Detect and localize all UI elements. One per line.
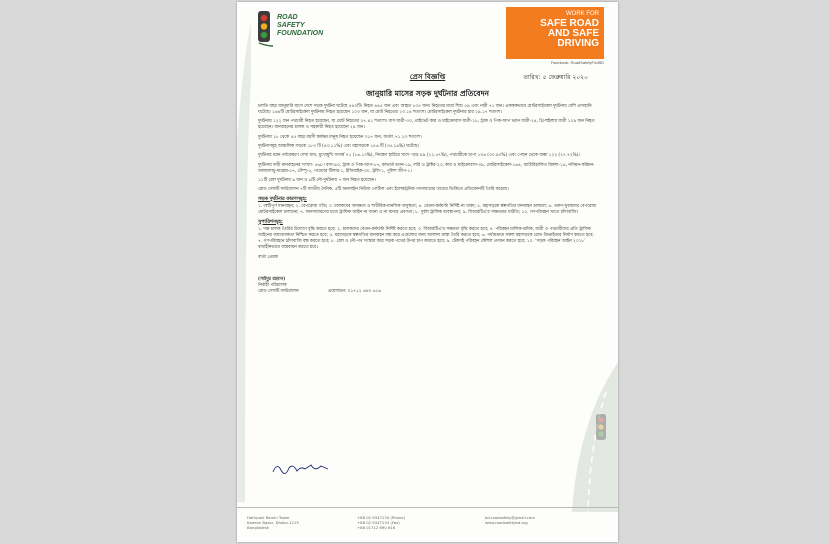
banner-small-text: WORK FOR [566, 11, 599, 17]
traffic-light-icon-faded [596, 414, 606, 440]
signatory-phone: প্রয়োজনে: ০১৭১২ ৬৯০ ৬১৬ [327, 288, 382, 294]
recommendations-list: ১. দক্ষ চালক তৈরির উদ্যোগ বৃদ্ধি করতে হবে; ২. চালকদের বেতন-কর্মঘণ্টা নির্দিষ্ট করতে হবে; ৩. বিআরটিএ'র সক্ষমতা বৃদ্ধি করতে হবে; ৪. পরিবহন মালিক-শ্রমিক, যাত্রী ও পথচারীদের প্রতি ট্রাফিক আইনের বাধ্যবাধকতা নিশ্চিত করতে হবে; ৫. মহাসড়কে স্বল্পগতির যানবাহন বন্ধ করে এগুলোর জন্য আলাদা রাস্তা তৈরি করতে হবে; ৬. পর্যায়ক্রমে সকল মহাসড়কে রোড ডিভাইডার নির্মাণ করতে হবে; ৭. গণপরিবহনে চাঁদাবাজি বন্ধ করতে হবে; ৮. রেল ও নৌ-পথ সংস্কার করে সড়ক পথের উপর চাপ কমাতে হবে; ৯. টেকসই পরিবহন কৌশল প্রণয়ন করতে হবে; ১০. ‘সড়ক পরিবহন আইন ২০১৮’ বাধাহীনভাবে বাস্তবায়ন করতে হবে। [258, 227, 594, 251]
logo-line-3: FOUNDATION [277, 30, 324, 37]
signature-space [258, 261, 598, 277]
website-line: www.roadsafetybd.org [485, 520, 528, 526]
email-line: bd.roadsafety@gmail.com [485, 515, 535, 520]
slogan-banner [506, 7, 604, 59]
signatory-position: নির্বাহী পরিচালক [258, 282, 287, 288]
closing-regards: বার্তা প্রেরক [258, 254, 278, 260]
press-release-label: প্রেস বিজ্ঞপ্তি [409, 73, 446, 81]
traffic-light-icon [255, 10, 273, 48]
signatory-name: (সাইদুর রহমান) [258, 276, 286, 282]
phone-line: +88 02 9347134 (Fax) [357, 520, 400, 526]
paragraph: দুর্ঘটনার ধরন পর্যবেক্ষণে দেখা যায়, মুখোমুখি সংঘর্ষ ৭১ (১৬.১৩%), নিয়ন্ত্রণ হারিয়ে খাদে পড়ে ৯৯ (২২.৫৭%), পথচারীকে চাপা ১৩৬ (৩০.৯০%) এবং পেছন থেকে ধাক্কা ১২২ (২৭.৭২%)। [258, 153, 580, 159]
signatory-contact [258, 289, 598, 295]
paragraph: ১১টি রেল দুর্ঘটনায় ৯ জন ও ৬টি নৌ-দুর্ঘটনায় ৭ জন নিহত হয়েছেন। [258, 177, 376, 183]
footer-web [485, 515, 535, 525]
document-footer [237, 507, 618, 542]
phone-line: +88 02 9347134 (Phone) [357, 515, 406, 520]
recommendations-heading: সুপারিশসমূহ: [258, 219, 283, 225]
paragraph: দুর্ঘটনায় ১২২ জন পথচারী নিহত হয়েছেন, যা মোট নিহতের ২৭.৪১ শতাংশ। বাস যাত্রী-৩৩, প্রাইভেট কার ও মাইক্রোবাস যাত্রী-১৮, ট্রাক ও পিক-আপ ভ্যান যাত্রী-২৪, থ্রি-হুইলার যাত্রী ১০৯ জন নিহত হয়েছেন। যানবাহনের চালক ও সহকারী নিহত হয়েছেন ২৯ জন। [258, 119, 595, 131]
footer-phones [357, 515, 405, 531]
document-title: জানুয়ারি মাসের সড়ক দুর্ঘটনার প্রতিবেদন [365, 89, 490, 98]
phone-line: +88 01712 690 616 [357, 525, 396, 531]
causes-list: ১. ত্রুটিপূর্ণ যানবাহন; ২. বেপরোয়া গতি; ৩. চালকদের অদক্ষতা ও শারীরিক-মানসিক অসুস্থতা; ৪. বেতন-কর্মঘণ্টা নির্দিষ্ট না থাকা; ৫. মহাসড়কে স্বল্পগতির যানবাহন চলাচল; ৬. তরুণ-যুবকদের বেপরোয়া মোটরসাইকেল চালানো; ৭. জনসাধারণের মধ্যে ট্রাফিক আইন না জানা ও না মানার প্রবণতা; ৮. দুর্বল ট্রাফিক ব্যবস্থাপনা; ৯. বিআরটিএ'র সক্ষমতার ঘাটতি; ১০. গণপরিবহন খাতে চাঁদাবাজি। [258, 204, 597, 216]
causes-heading: সড়ক দুর্ঘটনার কারণসমূহ: [258, 196, 307, 202]
paragraph: দুর্ঘটনায় দায়ী যানবাহনের সংখ্যা- ৫৬৮। বাস-৯৩, ট্রাক ও পিক-আপ-৮৭, কাভার্ড ভ্যান-১৯, লরি ও ট্রাক্টর-২৩, কার ও মাইক্রোবাস-৩৯, মোটরসাইকেল-১৬৪, ব্যাটারিচালিত রিকশা-১৯, নসিমন-করিমন-আলমসাধু-মাহেন্দ্র-৫৭, টেম্পু-৫, পাওয়ার টিলার-১, ইজিবাইক-৩০, ট্রলি-১, পুলিশ জীপ-১। [258, 162, 595, 174]
banner-line-3: DRIVING [557, 38, 599, 49]
footer-address [247, 515, 299, 531]
handwritten-signature [271, 460, 331, 476]
press-release-document [237, 2, 618, 542]
paragraph: চলতি বছর জানুয়ারি মাসে দেশে সড়ক দুর্ঘটনা ঘটেছে ৪৪০টি। নিহত ৪৪৫ জন এবং আহত ৮০৫ জন। নিহতের মধ্যে শিশু ৫৯ এবং নারী ৭১ জন। একককভাবে মোটরসাইকেল দুর্ঘটনায় বেশি প্রাণহানি ঘটেছে। ১৬৪টি মোটরসাইকেল দুর্ঘটনায় নিহত হয়েছেন ১০৩ জন, যা মোট নিহতের ২৩.১৪ শতাংশ। মোটরসাইকেল দুর্ঘটনার হার ২৯.১৭ শতাংশ। [258, 104, 592, 116]
document-date: তারিখ: ৫ ফেব্রুয়ারি ২০২০ [523, 74, 588, 81]
address-line: Kawran Bazar, Dhaka-1215 [247, 520, 299, 526]
banner-line-2: AND SAFE [547, 28, 599, 39]
paragraph: দুর্ঘটনায় ১৮ থেকে ৫৫ বছর বয়সী কর্মক্ষম মানুষ নিহত হয়েছেন ৩১৭ জন, অর্থাৎ ৭১.২৩ শতাংশ। [258, 134, 422, 140]
facebook-handle: Facebook: RoadSafetyFndBD [550, 60, 604, 65]
road-safety-foundation-logo [255, 10, 365, 50]
logo-text [277, 14, 323, 38]
address-line: Hatirpool Ramin Tower [247, 515, 290, 520]
document-body [258, 104, 598, 295]
address-line: Bangladesh [247, 525, 270, 531]
banner-line-1: SAFE ROAD [540, 18, 599, 29]
paragraph: দুর্ঘটনাসমূহ আঞ্চলিক সড়কে ১৮৩ টি (৪৩.১১%) এবং মহাসড়কে ১৫৬ টি (৩৫.১৬%) ঘটেছে। [258, 144, 419, 150]
logo-line-2: SAFETY [277, 22, 305, 29]
paragraph: রোড সেফটি ফাউন্ডেশন ৭টি জাতীয় দৈনিক, ৫টি অনলাইন নিউজ পোর্টাল এবং ইলেকট্রনিক গণমাধ্যমের তথ্যের ভিত্তিতে প্রতিবেদনটি তৈরি করেছে। [258, 187, 509, 193]
logo-line-1: ROAD [277, 14, 298, 21]
signatory-org: রোড সেফটি ফাউন্ডেশন [258, 288, 299, 294]
road-graphic-right [548, 362, 618, 512]
